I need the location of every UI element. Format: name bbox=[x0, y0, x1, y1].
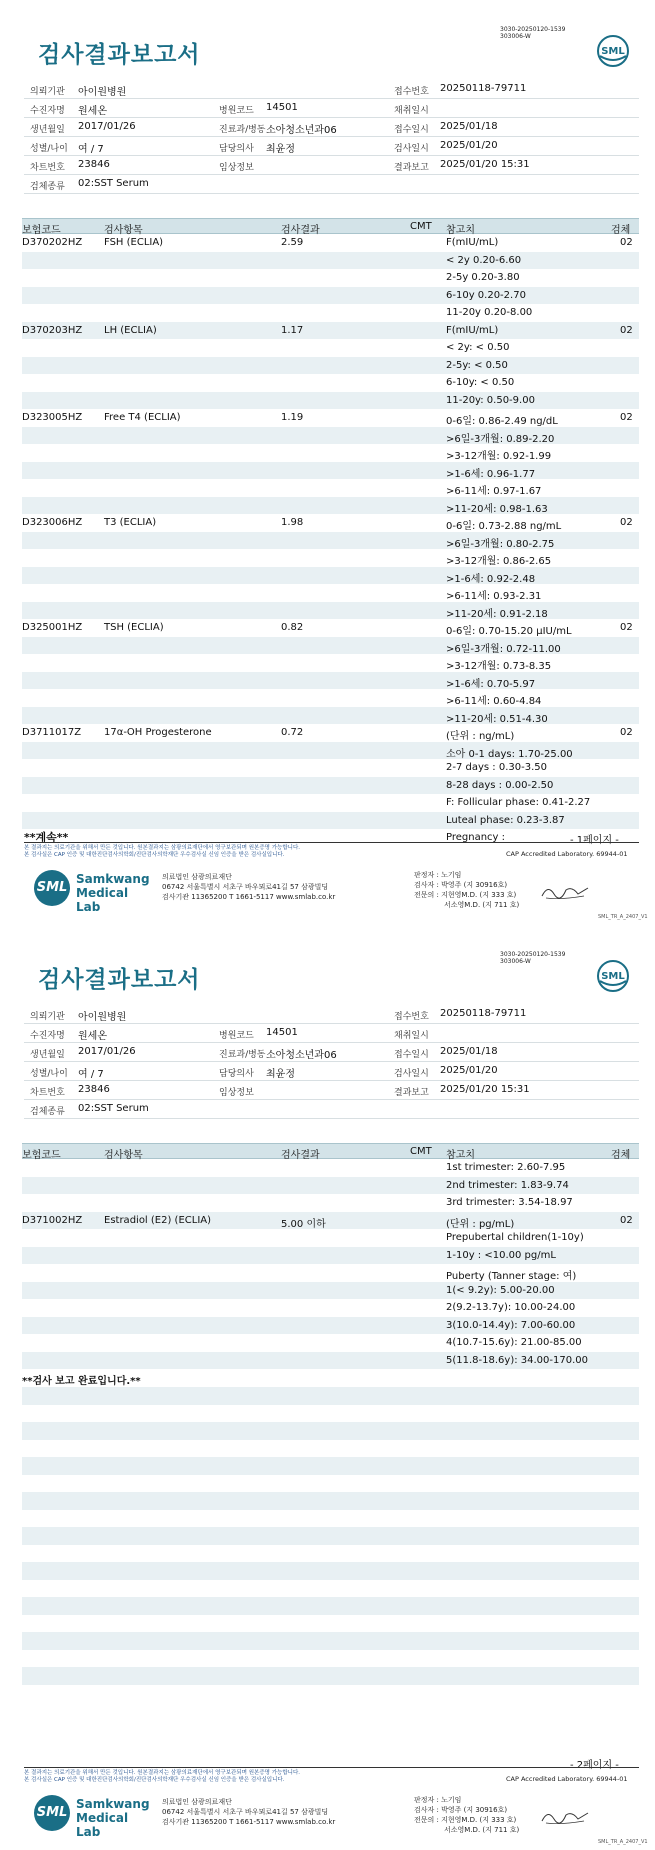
cell-code: D3711017Z bbox=[22, 727, 82, 738]
completion-row bbox=[22, 1369, 639, 1387]
institution-value: 아이원병원 bbox=[78, 1012, 127, 1023]
table-row bbox=[22, 339, 639, 357]
cell-ref: F(mIU/mL) bbox=[446, 324, 499, 336]
doctor-list bbox=[414, 1795, 519, 1835]
lab-address bbox=[162, 1797, 335, 1827]
cell-result: 5.00 이하 bbox=[281, 1218, 326, 1230]
doctor-line3: 전문의 : 지현영M.D. (지 333 호) bbox=[414, 891, 517, 899]
empty-row bbox=[22, 1580, 639, 1598]
sex-age-label: 성별/나이 bbox=[30, 144, 68, 154]
info-row bbox=[24, 1062, 639, 1081]
dept-label: 진료과/병동 bbox=[219, 1050, 266, 1060]
cell-specimen: 02 bbox=[620, 622, 633, 633]
birth-value: 2017/01/26 bbox=[78, 121, 136, 132]
report-date-label: 결과보고 bbox=[394, 1088, 429, 1098]
cell-ref: >11-20세: 0.51-4.30 bbox=[446, 713, 548, 725]
empty-row bbox=[22, 1510, 639, 1528]
doctor-value: 최윤정 bbox=[266, 1069, 295, 1080]
receipt-date-value: 2025/01/18 bbox=[440, 121, 498, 132]
cell-ref: 4(10.7-15.6y): 21.00-85.00 bbox=[446, 1337, 582, 1348]
table-row bbox=[22, 1247, 639, 1265]
report-id-line2: 303006-W bbox=[500, 33, 531, 40]
empty-row bbox=[22, 1422, 639, 1440]
table-row bbox=[22, 602, 639, 620]
cell-ref: 3rd trimester: 3.54-18.97 bbox=[446, 1197, 573, 1208]
table-row bbox=[22, 759, 639, 777]
cell-item: Free T4 (ECLIA) bbox=[104, 412, 181, 423]
cell-ref: 5(11.8-18.6y): 34.00-170.00 bbox=[446, 1354, 588, 1366]
cell-ref: < 2y 0.20-6.60 bbox=[446, 254, 522, 266]
table-filler bbox=[22, 1387, 639, 1702]
sex-age-value: 여 / 7 bbox=[78, 144, 104, 155]
cell-ref: 0-6일: 0.86-2.49 ng/dL bbox=[446, 416, 558, 427]
hospital-code-value: 14501 bbox=[266, 102, 298, 113]
birth-label: 생년월일 bbox=[30, 125, 65, 135]
cell-code: D325001HZ bbox=[22, 622, 83, 633]
cell-ref: 0-6일: 0.70-15.20 μIU/mL bbox=[446, 626, 572, 637]
hospital-code-label: 병원코드 bbox=[219, 106, 254, 116]
table-row bbox=[22, 462, 639, 480]
sml-name-line1: Samkwang bbox=[76, 1797, 150, 1811]
cell-ref: 소아 0-1 days: 1.70-25.00 bbox=[446, 748, 573, 760]
continue-text: **계속** bbox=[24, 831, 69, 844]
table-row bbox=[22, 812, 639, 830]
table-row bbox=[22, 322, 639, 340]
cell-ref: 3(10.0-14.4y): 7.00-60.00 bbox=[446, 1319, 576, 1331]
cell-code: D370203HZ bbox=[22, 324, 83, 336]
patient-info bbox=[24, 1005, 639, 1119]
cell-ref: >6-11세: 0.60-4.84 bbox=[446, 696, 542, 707]
dept-value: 소아청소년과06 bbox=[266, 1050, 337, 1061]
clinical-label: 임상정보 bbox=[219, 163, 254, 173]
sml-name-line2: Medical Lab bbox=[76, 886, 129, 914]
cell-ref: >6-11세: 0.97-1.67 bbox=[446, 486, 542, 497]
cell-ref: (단위 : ng/mL) bbox=[446, 731, 515, 742]
specimen-value: 02:SST Serum bbox=[78, 1103, 149, 1114]
page-number: - 1페이지 - bbox=[570, 835, 619, 846]
cell-ref: < 2y: < 0.50 bbox=[446, 342, 510, 353]
cell-ref: >11-20세: 0.98-1.63 bbox=[446, 503, 548, 515]
empty-row bbox=[22, 1562, 639, 1580]
specimen-label: 검체종류 bbox=[30, 1107, 65, 1117]
table-row bbox=[22, 514, 639, 532]
sml-name-line1: Samkwang bbox=[76, 872, 150, 886]
info-row bbox=[24, 1100, 639, 1119]
report-date-label: 결과보고 bbox=[394, 163, 429, 173]
cell-ref: >6-11세: 0.93-2.31 bbox=[446, 591, 542, 602]
table-header bbox=[22, 1143, 639, 1159]
sml-name bbox=[76, 872, 154, 914]
table-row bbox=[22, 427, 639, 445]
cell-result: 1.19 bbox=[281, 412, 304, 423]
sml-footer-logo bbox=[34, 868, 154, 914]
signature-icon bbox=[540, 880, 590, 902]
complete-text: **검사 보고 완료입니다.** bbox=[22, 1376, 141, 1387]
info-row bbox=[24, 1005, 639, 1024]
table-row bbox=[22, 532, 639, 550]
cell-item: TSH (ECLIA) bbox=[104, 622, 164, 633]
cell-ref: >6일-3개월: 0.80-2.75 bbox=[446, 538, 555, 550]
report-date-value: 2025/01/20 15:31 bbox=[440, 1084, 530, 1095]
table-row bbox=[22, 1159, 639, 1177]
header-item: 검사항목 bbox=[104, 1150, 143, 1161]
report-id bbox=[500, 951, 565, 965]
table-row bbox=[22, 409, 639, 427]
patient-value: 원세온 bbox=[78, 1031, 107, 1042]
header-result: 검사결과 bbox=[281, 1150, 320, 1161]
cell-code: D323005HZ bbox=[22, 412, 83, 423]
footer-fine-1: 본 결과지는 의료기관을 위해서 만든 것입니다. 원본결과지는 삼광의료재단에서 영구보관되며 원본증명 가능합니다. bbox=[24, 845, 301, 851]
birth-value: 2017/01/26 bbox=[78, 1046, 136, 1057]
chart-label: 차트번호 bbox=[30, 1088, 65, 1098]
sex-age-label: 성별/나이 bbox=[30, 1069, 68, 1079]
sml-footer-logo bbox=[34, 1793, 154, 1839]
results-table bbox=[22, 218, 639, 847]
table-row bbox=[22, 444, 639, 462]
table-row bbox=[22, 479, 639, 497]
table-row bbox=[22, 392, 639, 410]
specimen-value: 02:SST Serum bbox=[78, 178, 149, 189]
cell-ref: 8-28 days : 0.00-2.50 bbox=[446, 779, 554, 791]
header-specimen: 검체 bbox=[611, 225, 631, 236]
table-row bbox=[22, 707, 639, 725]
table-row bbox=[22, 1317, 639, 1335]
table-row bbox=[22, 724, 639, 742]
cell-specimen: 02 bbox=[620, 324, 633, 336]
cell-ref: 6-10y 0.20-2.70 bbox=[446, 289, 526, 301]
sml-logo-icon: SML bbox=[34, 870, 70, 906]
info-row bbox=[24, 156, 639, 175]
cell-ref: >3-12개월: 0.86-2.65 bbox=[446, 556, 552, 567]
logo-text: SML bbox=[601, 971, 625, 982]
info-row bbox=[24, 1081, 639, 1100]
doctor-line1: 판정자 : 노기임 bbox=[414, 1796, 462, 1804]
patient-label: 수진자명 bbox=[30, 106, 65, 116]
empty-row bbox=[22, 1405, 639, 1423]
report-date-value: 2025/01/20 15:31 bbox=[440, 159, 530, 170]
report-id-line1: 3030-20250120-1539 bbox=[500, 951, 566, 958]
empty-row bbox=[22, 1545, 639, 1563]
empty-row bbox=[22, 1667, 639, 1685]
empty-row bbox=[22, 1457, 639, 1475]
form-version: SML_TR_A_2407_V1 bbox=[598, 914, 648, 920]
institution-label: 의뢰기관 bbox=[30, 87, 65, 97]
doctor-label: 담당의사 bbox=[219, 144, 254, 154]
test-date-value: 2025/01/20 bbox=[440, 140, 498, 151]
table-row bbox=[22, 497, 639, 515]
report-title: 검사결과보고서 bbox=[38, 967, 201, 993]
table-row bbox=[22, 357, 639, 375]
cell-ref: 1-10y : <10.00 pg/mL bbox=[446, 1249, 556, 1261]
dept-label: 진료과/병동 bbox=[219, 125, 266, 135]
cell-code: D371002HZ bbox=[22, 1214, 83, 1226]
table-header bbox=[22, 218, 639, 234]
header-result: 검사결과 bbox=[281, 225, 320, 236]
cell-result: 0.72 bbox=[281, 727, 304, 738]
lab-address bbox=[162, 872, 335, 902]
cell-ref: >6일-3개월: 0.89-2.20 bbox=[446, 433, 555, 445]
cell-ref: >3-12개월: 0.73-8.35 bbox=[446, 661, 552, 672]
cell-ref: >3-12개월: 0.92-1.99 bbox=[446, 451, 552, 462]
address-line1: 의료법인 삼광의료재단 bbox=[162, 1798, 232, 1806]
cell-ref: F(mIU/mL) bbox=[446, 237, 499, 248]
cell-result: 1.98 bbox=[281, 517, 304, 528]
receipt-date-label: 접수일시 bbox=[394, 1050, 429, 1060]
table-body bbox=[22, 1159, 639, 1369]
collect-date-label: 채취일시 bbox=[394, 1031, 429, 1041]
info-row bbox=[24, 1024, 639, 1043]
cell-result: 2.59 bbox=[281, 237, 304, 248]
report-id-line2: 303006-W bbox=[500, 958, 531, 965]
empty-row bbox=[22, 1527, 639, 1545]
table-row bbox=[22, 252, 639, 270]
empty-row bbox=[22, 1387, 639, 1405]
footer-fine-1: 본 결과지는 의료기관을 위해서 만든 것입니다. 원본결과지는 삼광의료재단에서 영구보관되며 원본증명 가능합니다. bbox=[24, 1770, 301, 1776]
header-ref: 참고치 bbox=[446, 1150, 475, 1161]
receipt-no-value: 20250118-79711 bbox=[440, 1008, 527, 1019]
receipt-date-value: 2025/01/18 bbox=[440, 1046, 498, 1057]
signature-icon bbox=[540, 1805, 590, 1827]
footer-fine-2: 본 검사실은 CAP 인증 및 대한진단검사의학회/진단검사의학재단 우수검사실 신임 인증을 받은 검사실입니다. bbox=[24, 1777, 285, 1783]
sml-name-line2: Medical Lab bbox=[76, 1811, 129, 1839]
cell-ref: 11-20y 0.20-8.00 bbox=[446, 307, 533, 318]
header-code: 보험코드 bbox=[22, 225, 61, 236]
cell-ref: >1-6세: 0.92-2.48 bbox=[446, 573, 536, 585]
results-table bbox=[22, 1143, 639, 1702]
birth-label: 생년월일 bbox=[30, 1050, 65, 1060]
test-date-label: 검사일시 bbox=[394, 144, 429, 154]
chart-label: 차트번호 bbox=[30, 163, 65, 173]
table-row bbox=[22, 1282, 639, 1300]
table-row bbox=[22, 567, 639, 585]
test-date-label: 검사일시 bbox=[394, 1069, 429, 1079]
table-row bbox=[22, 742, 639, 760]
cell-ref: 1st trimester: 2.60-7.95 bbox=[446, 1162, 566, 1173]
report-id bbox=[500, 26, 565, 40]
page-number: - 2페이지 - bbox=[570, 1760, 619, 1771]
report-id-line1: 3030-20250120-1539 bbox=[500, 26, 566, 33]
cell-ref: F: Follicular phase: 0.41-2.27 bbox=[446, 797, 591, 808]
table-row bbox=[22, 287, 639, 305]
info-row bbox=[24, 175, 639, 194]
receipt-no-label: 접수번호 bbox=[394, 87, 429, 97]
cell-item: FSH (ECLIA) bbox=[104, 237, 164, 248]
table-row bbox=[22, 777, 639, 795]
chart-value: 23846 bbox=[78, 1084, 110, 1095]
patient-label: 수진자명 bbox=[30, 1031, 65, 1041]
table-row bbox=[22, 794, 639, 812]
table-row bbox=[22, 619, 639, 637]
table-row bbox=[22, 654, 639, 672]
chart-value: 23846 bbox=[78, 159, 110, 170]
report-page-2 bbox=[0, 925, 655, 1850]
empty-row bbox=[22, 1685, 639, 1703]
cell-item: 17α-OH Progesterone bbox=[104, 727, 212, 738]
doctor-value: 최윤정 bbox=[266, 144, 295, 155]
table-row bbox=[22, 1194, 639, 1212]
table-row bbox=[22, 549, 639, 567]
cell-ref: >6일-3개월: 0.72-11.00 bbox=[446, 643, 561, 655]
cell-result: 1.17 bbox=[281, 324, 304, 336]
empty-row bbox=[22, 1632, 639, 1650]
doctor-line3: 전문의 : 지현영M.D. (지 333 호) bbox=[414, 1816, 517, 1824]
table-row bbox=[22, 1334, 639, 1352]
table-row bbox=[22, 374, 639, 392]
cap-accreditation: CAP Accredited Laboratory. 69944-01 bbox=[506, 850, 628, 858]
cell-ref: 2-7 days : 0.30-3.50 bbox=[446, 762, 547, 773]
table-row bbox=[22, 1299, 639, 1317]
cell-specimen: 02 bbox=[620, 517, 633, 528]
test-date-value: 2025/01/20 bbox=[440, 1065, 498, 1076]
cell-ref: (단위 : pg/mL) bbox=[446, 1218, 515, 1230]
hospital-code-value: 14501 bbox=[266, 1027, 298, 1038]
cell-ref: >1-6세: 0.70-5.97 bbox=[446, 678, 536, 690]
dept-value: 소아청소년과06 bbox=[266, 125, 337, 136]
table-row bbox=[22, 689, 639, 707]
doctor-line4: 서소영M.D. (지 711 호) bbox=[444, 901, 520, 909]
cell-code: D323006HZ bbox=[22, 517, 83, 528]
specimen-label: 검체종류 bbox=[30, 182, 65, 192]
table-row bbox=[22, 637, 639, 655]
sml-logo-icon: SML bbox=[34, 1795, 70, 1831]
empty-row bbox=[22, 1615, 639, 1633]
logo-text: SML bbox=[601, 46, 625, 57]
cell-ref: 2-5y 0.20-3.80 bbox=[446, 272, 520, 283]
header-cmt: CMT bbox=[410, 221, 432, 232]
info-row bbox=[24, 99, 639, 118]
cell-ref: 2(9.2-13.7y): 10.00-24.00 bbox=[446, 1302, 576, 1313]
cell-item: T3 (ECLIA) bbox=[104, 517, 157, 528]
collect-date-label: 채취일시 bbox=[394, 106, 429, 116]
hospital-code-label: 병원코드 bbox=[219, 1031, 254, 1041]
sex-age-value: 여 / 7 bbox=[78, 1069, 104, 1080]
doctor-line2: 검사자 : 박영주 (지 30916호) bbox=[414, 881, 508, 889]
receipt-no-value: 20250118-79711 bbox=[440, 83, 527, 94]
address-line1: 의료법인 삼광의료재단 bbox=[162, 873, 232, 881]
receipt-date-label: 접수일시 bbox=[394, 125, 429, 135]
sml-logo-icon bbox=[596, 959, 630, 993]
clinical-label: 임상정보 bbox=[219, 1088, 254, 1098]
table-row bbox=[22, 1212, 639, 1230]
footer-fine-2: 본 검사실은 CAP 인증 및 대한진단검사의학회/진단검사의학재단 우수검사실 신임 인증을 받은 검사실입니다. bbox=[24, 852, 285, 858]
table-row bbox=[22, 1177, 639, 1195]
report-title: 검사결과보고서 bbox=[38, 42, 201, 68]
cell-specimen: 02 bbox=[620, 237, 633, 248]
doctor-line4: 서소영M.D. (지 711 호) bbox=[444, 1826, 520, 1834]
doctor-list bbox=[414, 870, 519, 910]
institution-value: 아이원병원 bbox=[78, 87, 127, 98]
header-ref: 참고치 bbox=[446, 225, 475, 236]
cell-ref: >1-6세: 0.96-1.77 bbox=[446, 468, 536, 480]
institution-label: 의뢰기관 bbox=[30, 1012, 65, 1022]
header-item: 검사항목 bbox=[104, 225, 143, 236]
cell-result: 0.82 bbox=[281, 622, 304, 633]
empty-row bbox=[22, 1650, 639, 1668]
header-code: 보험코드 bbox=[22, 1150, 61, 1161]
patient-value: 원세온 bbox=[78, 106, 107, 117]
cell-ref: 1(< 9.2y): 5.00-20.00 bbox=[446, 1284, 555, 1296]
cell-ref: Prepubertal children(1-10y) bbox=[446, 1232, 584, 1243]
table-row bbox=[22, 234, 639, 252]
address-line3: 검사기관 11365200 T 1661-5117 www.smlab.co.kr bbox=[162, 1818, 336, 1826]
cell-specimen: 02 bbox=[620, 727, 633, 738]
empty-row bbox=[22, 1440, 639, 1458]
cell-specimen: 02 bbox=[620, 412, 633, 423]
info-row bbox=[24, 1043, 639, 1062]
receipt-no-label: 접수번호 bbox=[394, 1012, 429, 1022]
cell-item: LH (ECLIA) bbox=[104, 324, 157, 336]
cell-ref: Luteal phase: 0.23-3.87 bbox=[446, 814, 565, 826]
cell-ref: 0-6일: 0.73-2.88 ng/mL bbox=[446, 521, 562, 532]
empty-row bbox=[22, 1597, 639, 1615]
address-line2: 06742 서울특별시 서초구 바우뫼로41길 57 삼광빌딩 bbox=[162, 1808, 329, 1816]
address-line3: 검사기관 11365200 T 1661-5117 www.smlab.co.kr bbox=[162, 893, 336, 901]
table-row bbox=[22, 304, 639, 322]
table-row bbox=[22, 1352, 639, 1370]
cap-accreditation: CAP Accredited Laboratory. 69944-01 bbox=[506, 1775, 628, 1783]
cell-specimen: 02 bbox=[620, 1214, 633, 1226]
header-specimen: 검체 bbox=[611, 1150, 631, 1161]
cell-ref: 2-5y: < 0.50 bbox=[446, 359, 508, 371]
cell-ref: 11-20y: 0.50-9.00 bbox=[446, 394, 535, 406]
doctor-line1: 판정자 : 노기임 bbox=[414, 871, 462, 879]
table-row bbox=[22, 1229, 639, 1247]
cell-ref: 2nd trimester: 1.83-9.74 bbox=[446, 1179, 569, 1191]
table-row bbox=[22, 584, 639, 602]
doctor-line2: 검사자 : 박영주 (지 30916호) bbox=[414, 1806, 508, 1814]
sml-name bbox=[76, 1797, 154, 1839]
table-body bbox=[22, 234, 639, 847]
info-row bbox=[24, 137, 639, 156]
header-cmt: CMT bbox=[410, 1146, 432, 1157]
table-row bbox=[22, 672, 639, 690]
cell-ref: >11-20세: 0.91-2.18 bbox=[446, 608, 548, 620]
cell-code: D370202HZ bbox=[22, 237, 83, 248]
cell-ref: 6-10y: < 0.50 bbox=[446, 377, 515, 388]
cell-item: Estradiol (E2) (ECLIA) bbox=[104, 1214, 212, 1226]
sml-logo-icon bbox=[596, 34, 630, 68]
table-row bbox=[22, 1264, 639, 1282]
cell-ref: Puberty (Tanner stage: 여) bbox=[446, 1271, 577, 1282]
doctor-label: 담당의사 bbox=[219, 1069, 254, 1079]
patient-info bbox=[24, 80, 639, 194]
address-line2: 06742 서울특별시 서초구 바우뫼로41길 57 삼광빌딩 bbox=[162, 883, 329, 891]
empty-row bbox=[22, 1475, 639, 1493]
info-row bbox=[24, 118, 639, 137]
form-version: SML_TR_A_2407_V1 bbox=[598, 1839, 648, 1845]
info-row bbox=[24, 80, 639, 99]
cell-ref: Pregnancy : bbox=[446, 832, 506, 843]
table-row bbox=[22, 269, 639, 287]
empty-row bbox=[22, 1492, 639, 1510]
